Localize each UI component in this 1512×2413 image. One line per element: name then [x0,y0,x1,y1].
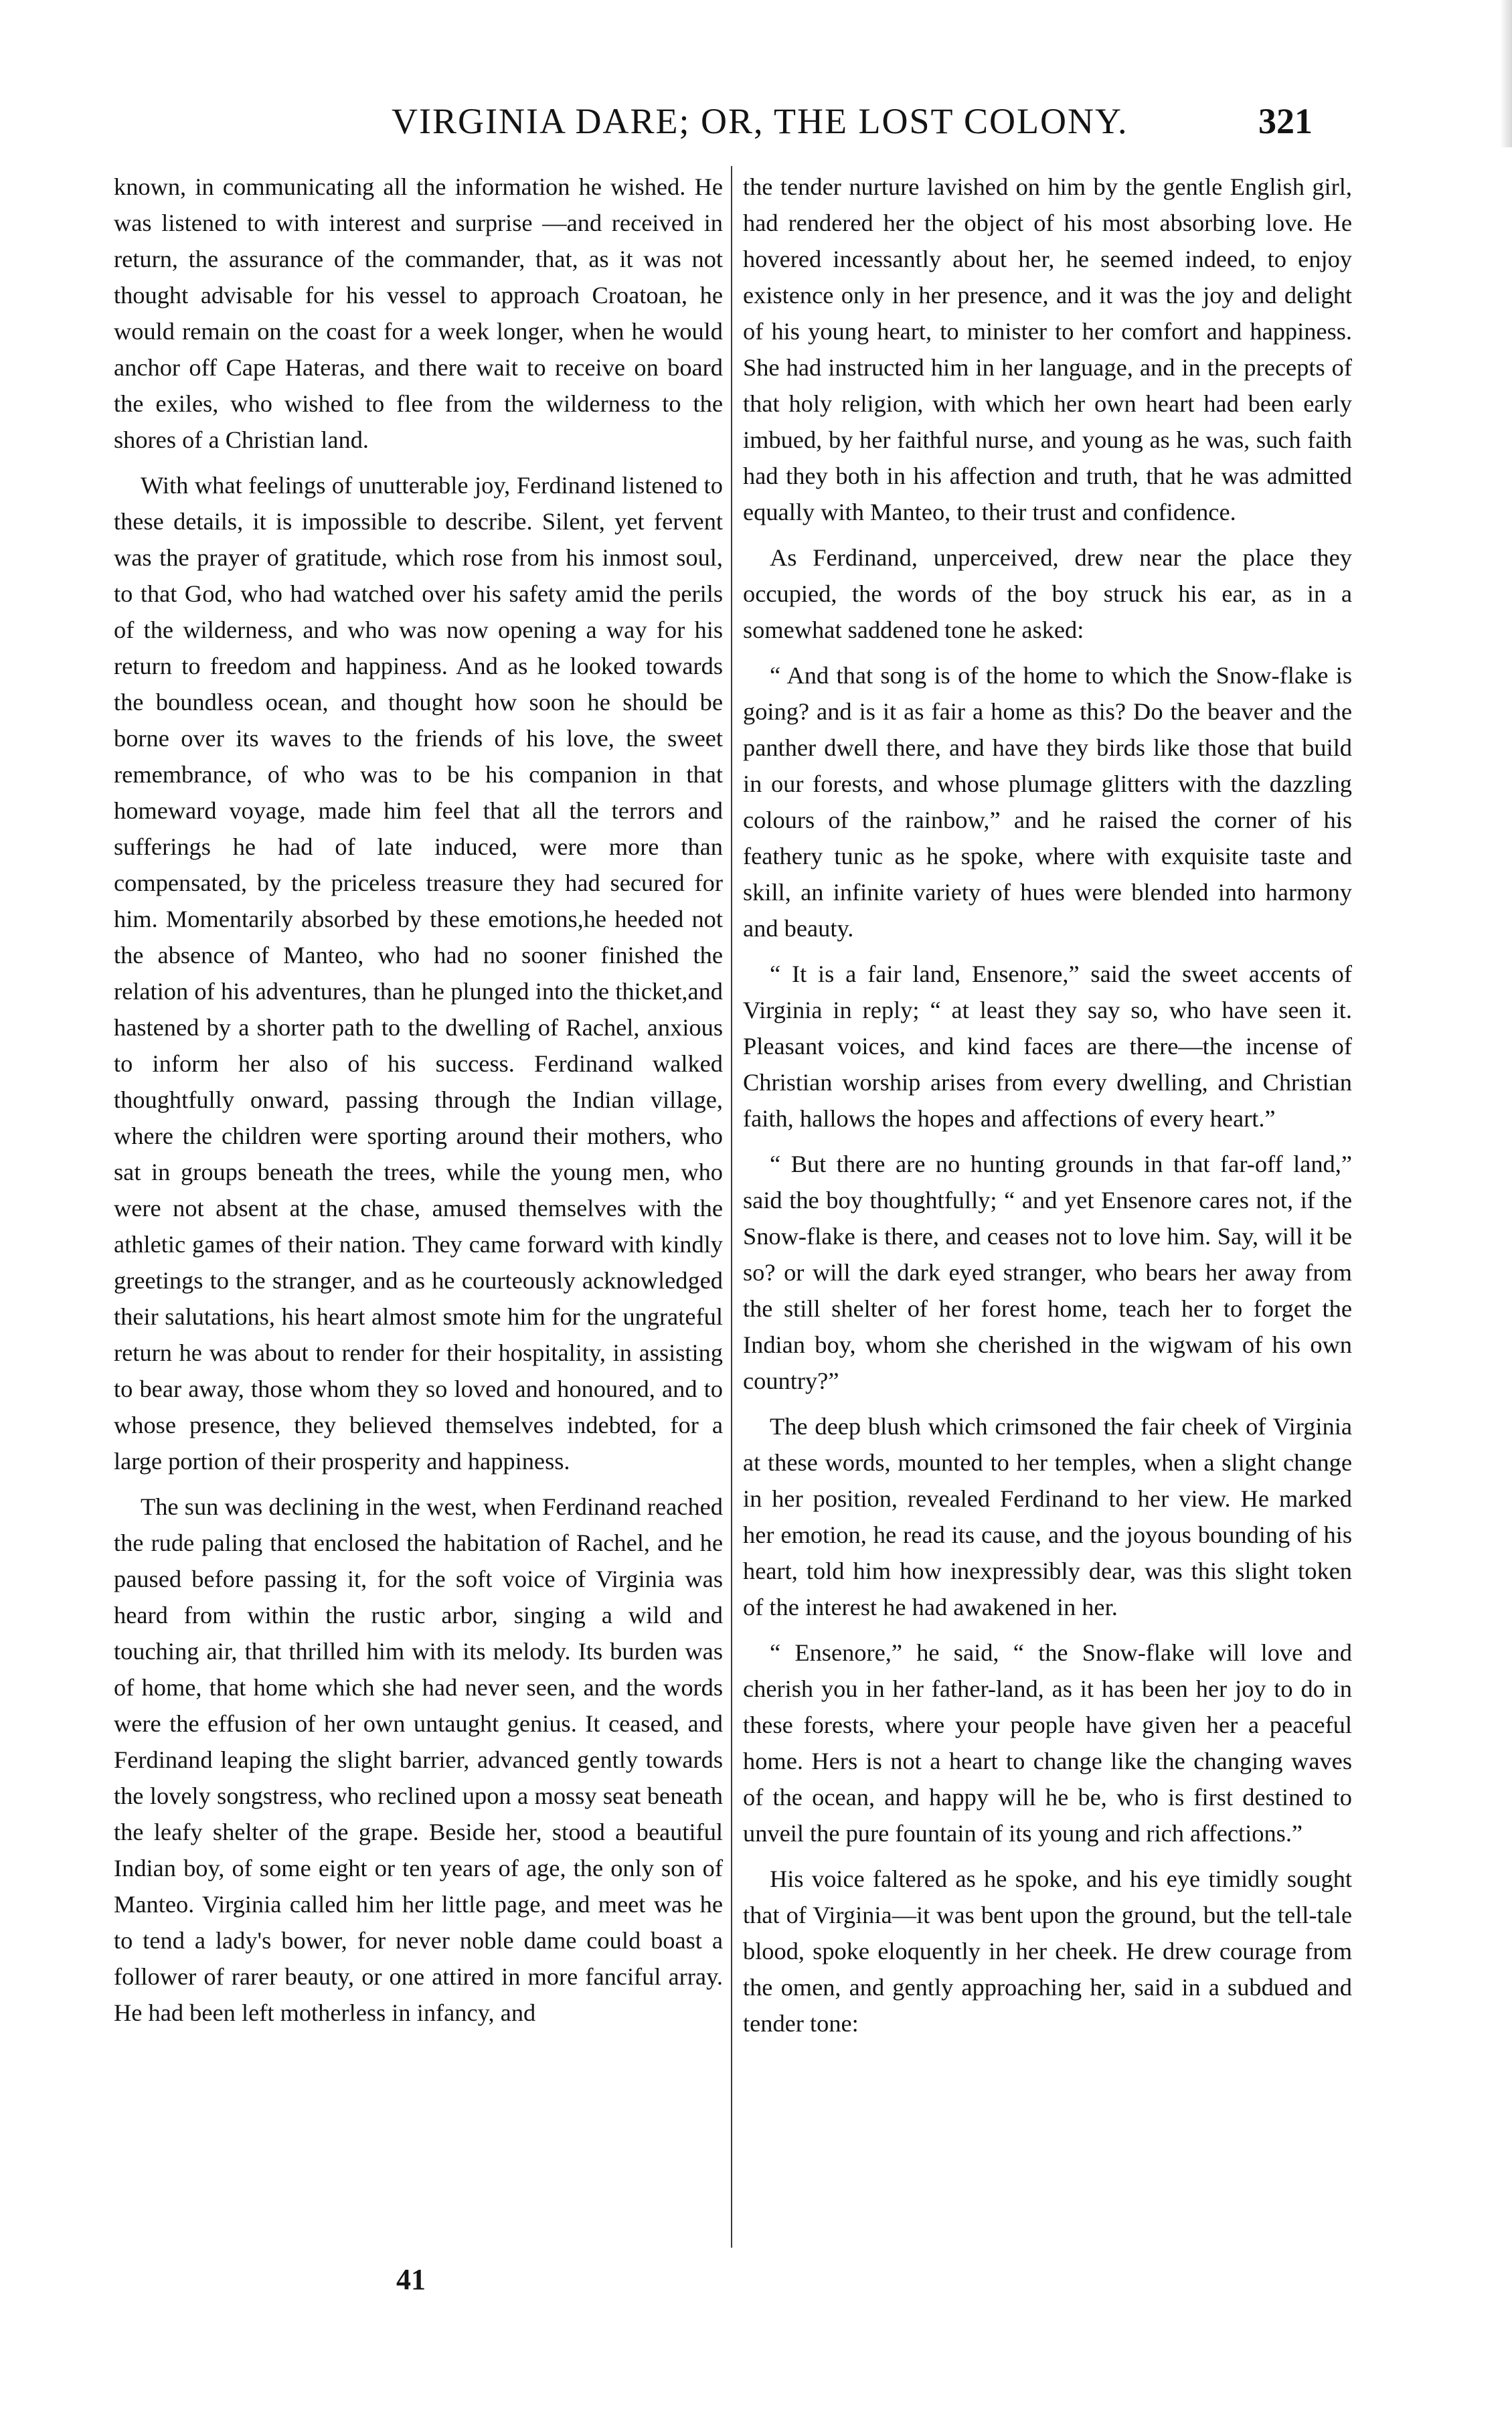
paragraph: “ And that song is of the home to which the Snow-flake is going? and is it as fair a home as this? Do the beaver and the panther dwell there, and have they birds like those that build in our forests, and whose plumage glitters with the dazzling colours of the rainbow,” and he raised the corner of his feathery tunic as he spoke, where with exquisite taste and skill, an infinite variety of hues were blended into harmony and beauty. [743,662,1352,942]
running-head [0,100,1512,154]
paragraph: “ Ensenore,” he said, “ the Snow-flake will love and cherish you in her father-land, as it has been her joy to do in these forests, where your people have given her a peaceful home. Hers is not a heart to change like the changing waves of the ocean, and happy will he be, who is first destined to unveil the pure fountain of its young and rich affections.” [743,1639,1352,1847]
right-column [743,169,1352,2042]
paragraph: The deep blush which crimsoned the fair cheek of Virginia at these words, mounted to her temples, when a slight change in her position, revealed Ferdinand to her view. He marked her emotion, he read its cause, and the joyous bounding of his heart, told him how inexpressibly dear, was this slight token of the interest he had awakened in her. [743,1413,1352,1620]
paragraph: As Ferdinand, unperceived, drew near the place they occupied, the words of the boy struck his ear, as in a somewhat saddened tone he asked: [743,544,1352,643]
page-number: 321 [1258,101,1313,141]
paragraph: “ But there are no hunting grounds in that far-off land,” said the boy thoughtfully; “ and yet Ensenore cares not, if the Snow-flake is there, and ceases not to love him. Say, will it be so? or will the dark eyed stranger, who bears her away from the still shelter of her forest home, teach her to forget the Indian boy, whom she cherished in the wigwam of his own country?” [743,1151,1352,1394]
left-column [114,169,723,2031]
running-title: VIRGINIA DARE; OR, THE LOST COLONY. [392,101,1128,141]
signature-mark: 41 [396,2263,426,2296]
paragraph: His voice faltered as he spoke, and his eye timidly sought that of Virginia—it was bent upon the ground, but the tell-tale blood, spoke eloquently in her cheek. He drew courage from the omen, and gently approaching her, said in a subdued and tender tone: [743,1865,1352,2037]
paragraph: With what feelings of unutterable joy, Ferdinand listened to these details, it is impossible to describe. Silent, yet fervent was the prayer of gratitude, which rose from his inmost soul, to that God, who had watched over his safety amid the perils of the wilderness, and who was now opening a way for his return to freedom and happiness. And as he looked towards the boundless ocean, and thought how soon he should be borne over its waves to the friends of his love, the sweet remembrance, of who was to be his companion in that homeward voyage, made him feel that all the terrors and sufferings he had of late induced, were more than compensated, by the priceless treasure they had secured for him. Momentarily absorbed by these emotions,he heeded not the absence of Manteo, who had no sooner finished the relation of his adventures, than he plunged into the thicket,and hastened by a shorter path to the dwelling of Rachel, anxious to inform her also of his success. Ferdinand walked thoughtfully onward, passing through the Indian village, where the children were sporting around their mothers, who sat in groups beneath the trees, while the young men, who were not absent at the chase, amused themselves with the athletic games of their nation. They came forward with kindly greetings to the stranger, and as he courteously acknowledged their salutations, his heart almost smote him for the ungrateful return he was about to render for their hospitality, in assisting to bear away, those whom they so loved and honoured, and to whose presence, they believed themselves indebted, for a large portion of their prosperity and happiness. [114,472,723,1475]
paragraph: known, in communicating all the information he wished. He was listened to with interest and surprise —and received in return, the assurance of the commander, that, as it was not thought advisable for his vessel to approach Croatoan, he would remain on the coast for a week longer, when he would anchor off Cape Hateras, and there wait to receive on board the exiles, who wished to flee from the wilderness to the shores of a Christian land. [114,173,723,453]
paragraph: the tender nurture lavished on him by the gentle English girl, had rendered her the object of his most absorbing love. He hovered incessantly about her, he seemed indeed, to enjoy existence only in her presence, and it was the joy and delight of his young heart, to minister to her comfort and happiness. She had instructed him in her language, and in the precepts of that holy religion, with which her own heart had been early imbued, by her faithful nurse, and young as he was, such faith had they both in his affection and truth, that he was admitted equally with Manteo, to their trust and confidence. [743,173,1352,525]
paragraph: “ It is a fair land, Ensenore,” said the sweet accents of Virginia in reply; “ at least they say so, who have seen it. Pleasant voices, and kind faces are there—the incense of Christian worship arises from every dwelling, and Christian faith, hallows the hopes and affections of every heart.” [743,961,1352,1132]
column-divider [731,166,732,2248]
paragraph: The sun was declining in the west, when Ferdinand reached the rude paling that enclosed the habitation of Rachel, and he paused before passing it, for the soft voice of Virginia was heard from within the rustic arbor, singing a wild and touching air, that thrilled him with its melody. Its burden was of home, that home which she had never seen, and the words were the effusion of her own untaught genius. It ceased, and Ferdinand leaping the slight barrier, advanced gently towards the lovely songstress, who reclined upon a mossy seat beneath the leafy shelter of the grape. Beside her, stood a beautiful Indian boy, of some eight or ten years of age, the only son of Manteo. Virginia called him her little page, and meet was he to tend a lady's bower, for never noble dame could boast a follower of rarer beauty, or one attired in more fanciful array. He had been left motherless in infancy, and [114,1493,723,2026]
